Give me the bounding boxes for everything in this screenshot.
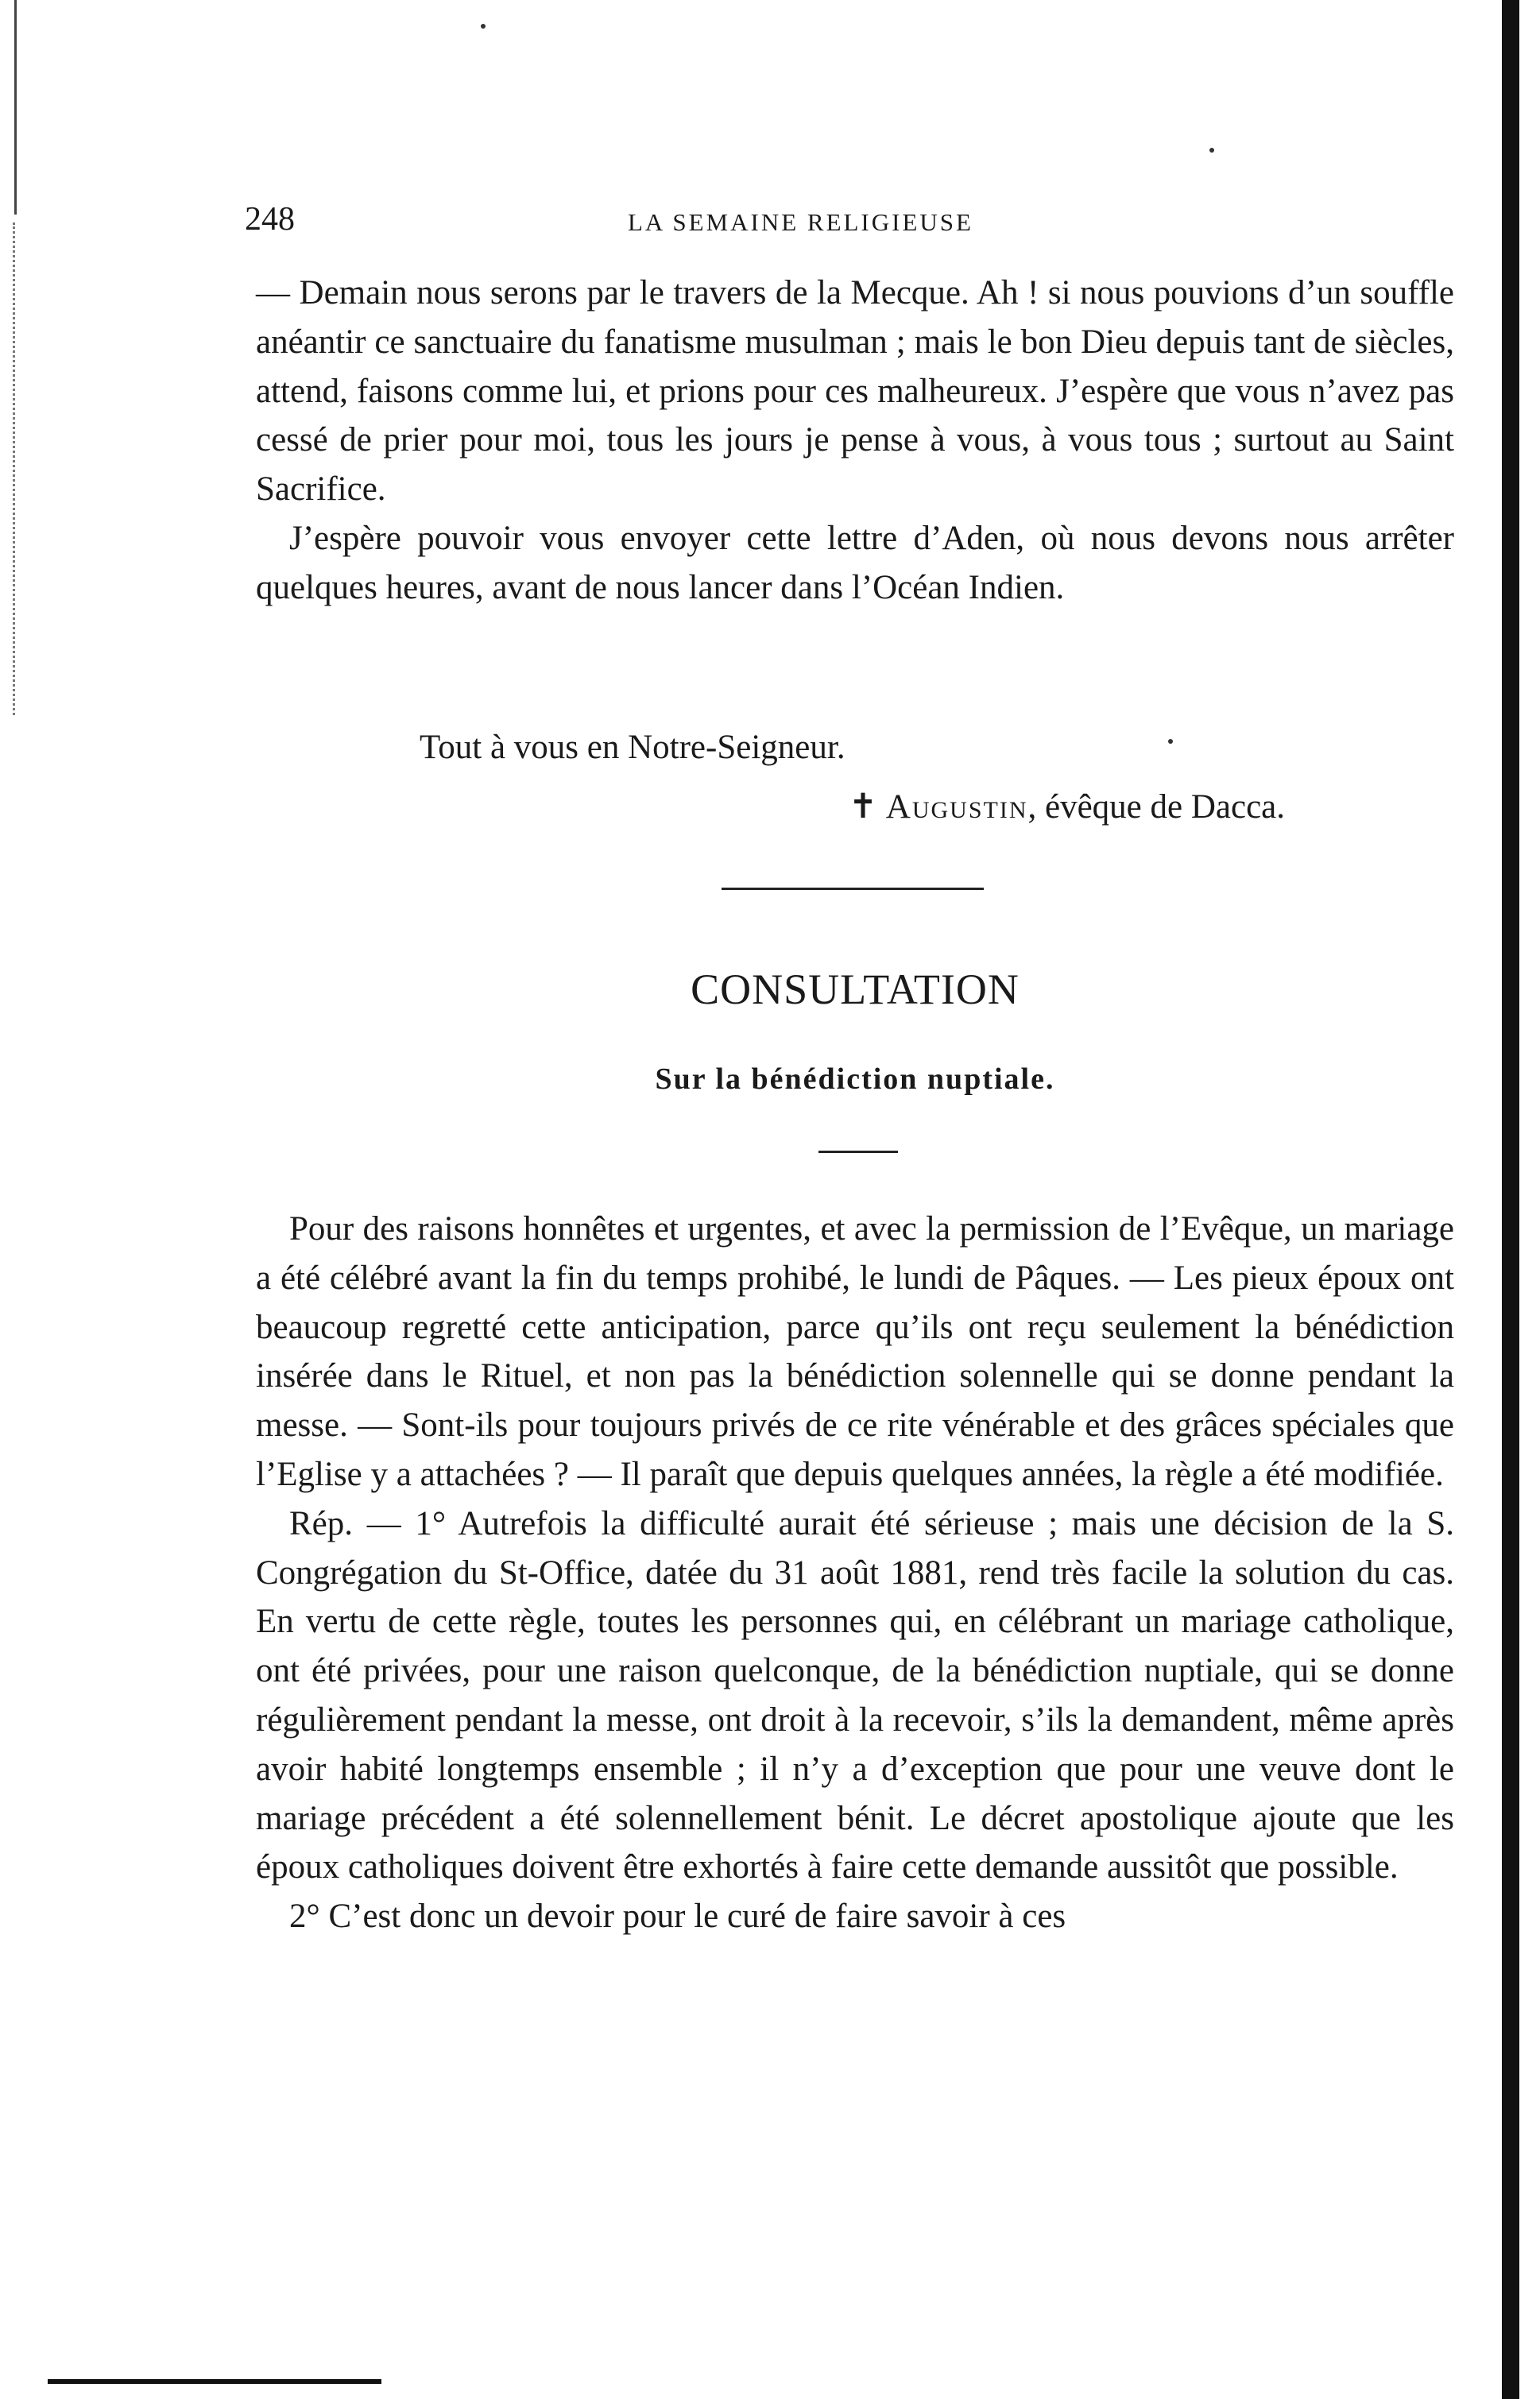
section-divider — [722, 888, 984, 890]
scan-speck — [481, 24, 486, 29]
consultation-answer-continued: 2° C’est donc un devoir pour le curé de faire savoir à ces — [289, 1898, 1066, 1936]
letter-body — [256, 269, 1454, 613]
consultation-answer: Rép. — 1° Autrefois la difficulté aurait été sérieuse ; mais une décision de la S. Congrégation du St-Office, datée du 31 août 1881, rend très facile la solution du cas. En vertu de cette règle, toutes les personnes qui, en célébrant un mariage catholique, ont été privées, pour une raison quelconque, de la bénédiction nuptiale, qui se donne régulièrement pendant la messe, ont droit à la recevoir, s’ils la demandent, même après avoir habité longtemps ensemble ; il n’y a d’exception que pour une veuve dont le mariage précédent a été solennellement bénit. Le décret apostolique ajoute que les époux catholiques doivent être exhortés à faire cette demande aussitôt que possible. — [256, 1504, 1454, 1886]
letter-closing: Tout à vous en Notre-Seigneur. — [420, 729, 845, 766]
scan-speck — [1209, 148, 1214, 153]
subtitle-divider — [818, 1151, 898, 1153]
signature-name: Augustin — [885, 788, 1028, 826]
scan-edge-shadow — [1502, 0, 1519, 2399]
letter-signature — [849, 783, 1285, 832]
letter-paragraph: — Demain nous serons par le travers de la Mecque. Ah ! si nous pouvions d’un souffle anéantir ce sanctuaire du fanatisme musulman ; mais le bon Dieu depuis tant de siècles, attend, faisons comme lui, et prions pour ces malheureux. J’espère que vous n’avez pas cessé de prier pour moi, tous les jours je pense à vous, à vous tous ; surtout au Saint Sacrifice. — [256, 274, 1454, 509]
consultation-body — [256, 1205, 1454, 1941]
page-number: 248 — [245, 201, 295, 238]
signature-title: , évêque de Dacca. — [1027, 788, 1285, 826]
scan-left-margin-dots — [13, 222, 18, 715]
scan-bottom-edge — [48, 2379, 381, 2384]
scan-speck — [1168, 739, 1173, 744]
scan-left-margin-line — [14, 0, 17, 215]
running-head — [245, 195, 1461, 243]
section-title: CONSULTATION — [691, 965, 1020, 1013]
consultation-question: Pour des raisons honnêtes et urgentes, et avec la permission de l’Evêque, un mariage a été célébré avant la fin du temps prohibé, le lundi de Pâques. — Les pieux époux ont beaucoup regretté cette anticipation, parce qu’ils ont reçu seulement la bénédiction insérée dans le Rituel, et non pas la bénédiction solennelle qui se donne pendant la messe. — Sont-ils pour toujours privés de ce rite vénérable et des grâces spéciales que l’Eglise y a attachées ? — Il paraît que depuis quelques années, la règle a été modifiée. — [256, 1210, 1454, 1493]
cross-icon: ✝ — [849, 788, 878, 826]
running-title: LA SEMAINE RELIGIEUSE — [628, 208, 973, 236]
section-subtitle: Sur la bénédiction nuptiale. — [655, 1062, 1055, 1096]
letter-paragraph: J’espère pouvoir vous envoyer cette lettre d’Aden, où nous devons nous arrêter quelques heures, avant de nous lancer dans l’Océan Indien. — [256, 519, 1454, 606]
